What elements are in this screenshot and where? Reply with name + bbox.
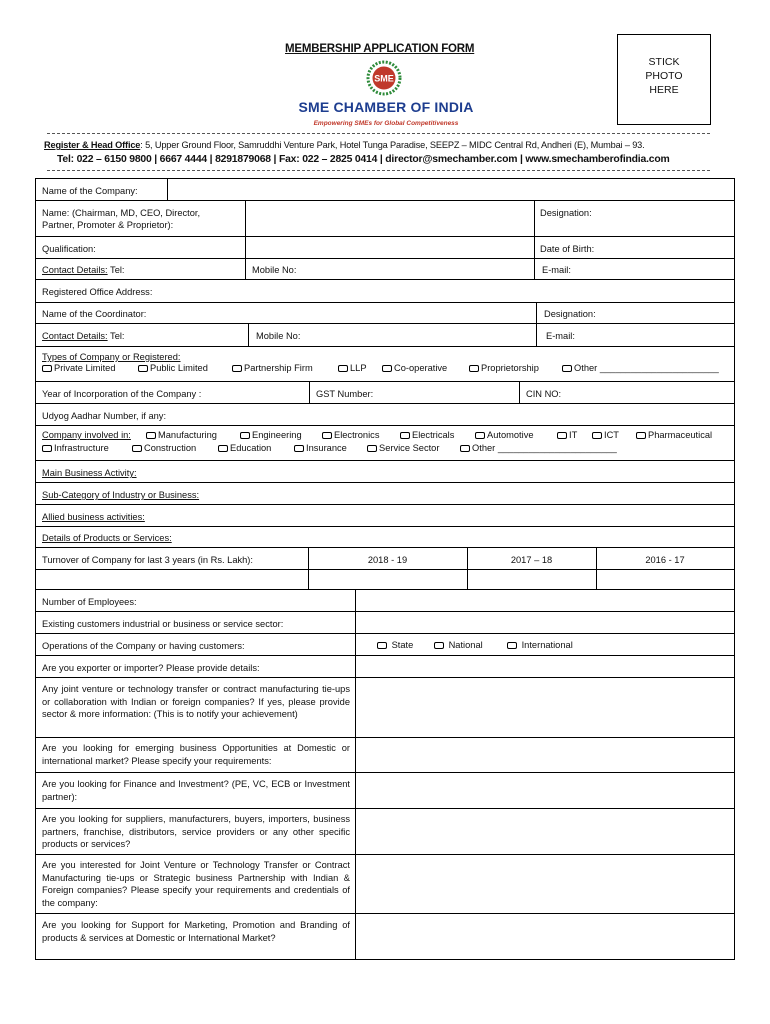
row-turnover-header	[36, 548, 734, 570]
label-mobile: Mobile No:	[252, 265, 297, 275]
label-udyog: Udyog Aadhar Number, if any:	[42, 411, 167, 421]
row-existing-customers	[36, 612, 734, 634]
org-tagline: Empowering SMEs for Global Competitiveness	[313, 120, 459, 127]
label-coordinator: Name of the Coordinator:	[42, 309, 147, 319]
label-involved-in: Company involved in:	[42, 430, 131, 440]
option-it[interactable]: IT	[557, 430, 577, 440]
label-coord-designation: Designation:	[544, 309, 596, 319]
row-involved-in	[36, 426, 734, 461]
option-ict[interactable]: ICT	[592, 430, 619, 440]
label-operations: Operations of the Company or having customers:	[42, 641, 245, 651]
option-electricals[interactable]: Electricals	[400, 430, 454, 440]
row-main-activity	[36, 461, 734, 483]
row-suppliers	[36, 809, 734, 855]
label-marketing: Are you looking for Support for Marketing, Promotion and Branding of products & services at Domestic or International Market?	[42, 920, 350, 943]
label-designation: Designation:	[540, 208, 592, 218]
year-2016-17: 2016 - 17	[645, 555, 685, 565]
label-allied: Allied business activities:	[42, 512, 145, 522]
label-coord-tel: Tel:	[110, 331, 125, 341]
label-tel: Tel:	[110, 265, 125, 275]
label-existing-customers: Existing customers industrial or business or service sector:	[42, 619, 284, 629]
option-national[interactable]: National	[434, 640, 483, 650]
label-coord-contact: Contact Details:	[42, 331, 108, 341]
application-form	[35, 178, 735, 960]
label-gst: GST Number:	[316, 389, 374, 399]
row-qualification	[36, 237, 734, 259]
label-exporter: Are you exporter or importer? Please provide details:	[42, 663, 260, 673]
label-cin: CIN NO:	[526, 389, 562, 399]
option-insurance[interactable]: Insurance	[294, 443, 347, 453]
label-main-activity: Main Business Activity:	[42, 468, 137, 478]
row-emerging	[36, 738, 734, 773]
year-2018-19: 2018 - 19	[367, 555, 408, 565]
row-company-type	[36, 347, 734, 382]
option-construction[interactable]: Construction	[132, 443, 196, 453]
label-company-name: Name of the Company:	[42, 186, 138, 196]
label-finance: Are you looking for Finance and Investment? (PE, VC, ECB or Investment partner):	[42, 779, 350, 802]
label-qualification: Qualification:	[42, 244, 96, 254]
row-contact-details	[36, 259, 734, 280]
row-allied	[36, 505, 734, 527]
option-electronics[interactable]: Electronics	[322, 430, 379, 440]
label-email: E-mail:	[542, 265, 571, 275]
divider	[47, 133, 710, 134]
row-company-name	[36, 179, 734, 201]
option-pharmaceutical[interactable]: Pharmaceutical	[636, 430, 712, 440]
checkbox[interactable]	[42, 365, 52, 372]
option-state[interactable]: State	[377, 640, 413, 650]
row-exporter	[36, 656, 734, 678]
label-turnover: Turnover of Company for last 3 years (in Rs. Lakh):	[42, 555, 253, 565]
logo-emblem-icon	[365, 60, 403, 96]
label-employees: Number of Employees:	[42, 597, 137, 607]
option-partnership-firm[interactable]: Partnership Firm	[232, 363, 313, 373]
option-international[interactable]: International	[507, 640, 573, 650]
row-jv	[36, 678, 734, 738]
label-contact-details: Contact Details:	[42, 265, 108, 275]
option-proprietorship[interactable]: Proprietorship	[469, 363, 539, 373]
label-jv: Any joint venture or technology transfer or contract manufacturing tie-ups or collaboration with Indian or foreign companies? If yes, please provide sector & more information: (This is to notify your achievement)	[42, 684, 350, 719]
row-sub-category	[36, 483, 734, 505]
label-products: Details of Products or Services:	[42, 533, 172, 543]
row-turnover-values	[36, 570, 734, 590]
row-name	[36, 201, 734, 237]
form-title: MEMBERSHIP APPLICATION FORM	[285, 43, 475, 55]
label-jv-interest: Are you interested for Joint Venture or Technology Transfer or Contract Manufacturing tie-ups or Strategic business Partnership with Indian & Foreign companies? Please specify your requirements and credentials of the company:	[42, 860, 350, 908]
option-service-sector[interactable]: Service Sector	[367, 443, 439, 453]
row-jv-interest	[36, 855, 734, 914]
divider	[47, 170, 710, 171]
option-llp[interactable]: LLP	[338, 363, 367, 373]
contact-line: Tel: 022 – 6150 9800 | 6667 4444 | 8291879068 | Fax: 022 – 2825 0414 | director@smechamber.com | www.smechamberofindia.com	[57, 154, 670, 165]
row-coordinator	[36, 303, 734, 324]
label-suppliers: Are you looking for suppliers, manufacturers, buyers, importers, business partners, franchise, distributors, service providers or any other specific products or services?	[42, 814, 350, 849]
option-other-type[interactable]: Other _______________________	[562, 363, 719, 373]
row-udyog	[36, 404, 734, 426]
label-coord-mobile: Mobile No:	[256, 331, 301, 341]
label-dob: Date of Birth:	[540, 244, 595, 254]
option-engineering[interactable]: Engineering	[240, 430, 302, 440]
label-name: Name: (Chairman, MD, CEO, Director, Partner, Promoter & Proprietor):	[42, 208, 201, 230]
address-line: Register & Head Office: 5, Upper Ground Floor, Samruddhi Venture Park, Hotel Tunga Paradise, SEEPZ – MIDC Central Rd, Andheri (E), Mumbai – 93.	[44, 140, 645, 150]
row-finance	[36, 773, 734, 809]
row-incorporation	[36, 382, 734, 404]
label-reg-office: Registered Office Address:	[42, 287, 153, 297]
option-automotive[interactable]: Automotive	[475, 430, 534, 440]
label-coord-email: E-mail:	[546, 331, 575, 341]
org-name: SME CHAMBER OF INDIA	[298, 99, 474, 115]
row-employees	[36, 590, 734, 612]
year-2017-18: 2017 – 18	[510, 555, 553, 565]
option-other-sector[interactable]: Other _______________________	[460, 443, 617, 453]
row-products	[36, 527, 734, 548]
label-year-inc: Year of Incorporation of the Company :	[42, 389, 202, 399]
org-logo	[296, 58, 476, 134]
row-reg-office	[36, 280, 734, 303]
option-private-limited[interactable]: Private Limited	[42, 363, 116, 373]
row-operations	[36, 634, 734, 656]
option-public-limited[interactable]: Public Limited	[138, 363, 208, 373]
option-manufacturing[interactable]: Manufacturing	[146, 430, 217, 440]
option-education[interactable]: Education	[218, 443, 271, 453]
label-emerging: Are you looking for emerging business Opportunities at Domestic or international market? Please specify your requirements:	[42, 743, 350, 766]
option-infrastructure[interactable]: Infrastructure	[42, 443, 109, 453]
label-sub-category: Sub-Category of Industry or Business:	[42, 490, 200, 500]
row-marketing	[36, 914, 734, 959]
label-company-type: Types of Company or Registered:	[42, 352, 181, 362]
row-coord-contact	[36, 324, 734, 347]
option-cooperative[interactable]: Co-operative	[382, 363, 447, 373]
logo-mark: SME	[374, 73, 394, 84]
photo-box: STICK PHOTO HERE	[617, 34, 711, 125]
